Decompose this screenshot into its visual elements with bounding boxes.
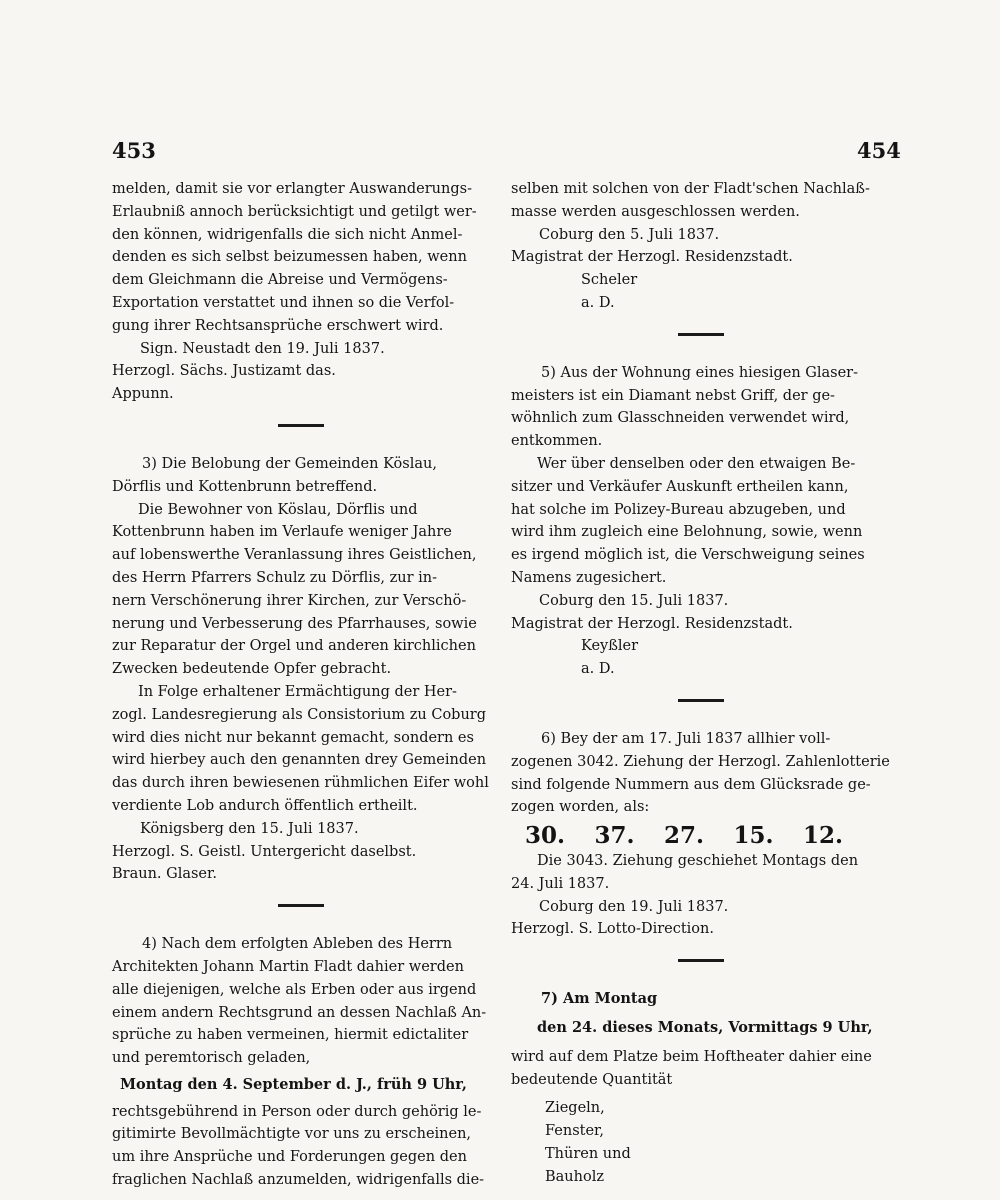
text-line: Architekten Johann Martin Fladt dahier werden	[112, 958, 464, 975]
notice-5	[511, 362, 891, 590]
text-line: um ihre Ansprüche und Forderungen gegen den	[112, 1149, 467, 1166]
text-line: sitzer und Verkäufer Auskunft ertheilen kann,	[511, 478, 849, 495]
signature-authority: Magistrat der Herzogl. Residenzstadt.	[511, 249, 793, 266]
notice-heading: 3) Die Belobung der Gemeinden Köslau,	[142, 455, 437, 472]
lottery-numbers	[511, 819, 891, 850]
lottery-number: 37.	[594, 822, 635, 850]
text-line: In Folge erhaltener Ermächtigung der Her-	[138, 683, 457, 700]
text-line: masse werden ausgeschlossen werden.	[511, 203, 800, 220]
text-line: zogl. Landesregierung als Consistorium zu Coburg	[112, 706, 487, 723]
signature-place-date: Coburg den 19. Juli 1837.	[539, 898, 729, 915]
text-line: wird dies nicht nur bekannt gemacht, sondern es	[112, 729, 474, 746]
signature-place-date: Coburg den 15. Juli 1837.	[539, 592, 729, 609]
list-item: Bauholz	[545, 1168, 604, 1185]
text-line: zogen worden, als:	[511, 799, 650, 816]
signature-name: Appunn.	[112, 386, 174, 403]
signature-name: Keyßler	[581, 638, 639, 655]
text-line: sind folgende Nummern aus dem Glücksrade ge-	[511, 776, 871, 793]
text-line: des Herrn Pfarrers Schulz zu Dörflis, zur in-	[112, 569, 437, 586]
text-line: gung ihrer Rechtsansprüche erschwert wird.	[112, 317, 444, 334]
text-line: alle diejenigen, welche als Erben oder aus irgend	[112, 981, 477, 998]
notice-3	[112, 453, 490, 818]
item-list	[545, 1097, 891, 1188]
text-line: sprüche zu haben vermeinen, hiermit edictaliter	[112, 1027, 469, 1044]
text-line: den können, widrigenfalls die sich nicht Anmel-	[112, 226, 463, 243]
text-line: Die Bewohner von Köslau, Dörflis und	[138, 501, 418, 518]
section-divider	[678, 699, 724, 702]
text-line: denden es sich selbst beizumessen haben, wenn	[112, 249, 467, 266]
text-line: nerung und Verbesserung des Pfarrhauses, sowie	[112, 615, 477, 632]
page-number-right: 454	[857, 138, 901, 163]
signature-place-date: Sign. Neustadt den 19. Juli 1837.	[140, 340, 385, 357]
page-number-left: 453	[112, 138, 156, 163]
text-line: zur Reparatur der Orgel und anderen kirchlichen	[112, 638, 476, 655]
notice-date: den 24. dieses Monats, Vormittags 9 Uhr,	[537, 1018, 873, 1036]
signature-authority: Herzogl. Sächs. Justizamt das.	[112, 363, 336, 380]
text-line: und peremtorisch geladen,	[112, 1050, 311, 1067]
lottery-number: 12.	[802, 822, 843, 850]
text-line: rechtsgebührend in Person oder durch gehörig le-	[112, 1103, 482, 1120]
section-divider	[278, 904, 324, 907]
text-line: Die 3043. Ziehung geschiehet Montags den	[537, 852, 859, 869]
right-column	[511, 178, 891, 1188]
notice-4	[112, 933, 490, 1192]
text-line: dem Gleichmann die Abreise und Vermögens-	[112, 272, 448, 289]
text-line: wird ihm zugleich eine Belohnung, sowie, wenn	[511, 524, 863, 541]
text-line: melden, damit sie vor erlangter Auswanderungs-	[112, 181, 472, 197]
text-line: Wer über denselben oder den etwaigen Be-	[537, 455, 856, 472]
list-item: Fenster,	[545, 1123, 604, 1140]
text-line: selben mit solchen von der Fladt'schen Nachlaß-	[511, 181, 870, 197]
section-divider	[678, 959, 724, 962]
text-line: zogenen 3042. Ziehung der Herzogl. Zahlenlotterie	[511, 753, 890, 770]
text-line: hat solche im Polizey-Bureau abzugeben, und	[511, 501, 846, 518]
list-item: Ziegeln,	[545, 1100, 605, 1117]
text-line: einem andern Rechtsgrund an dessen Nachlaß An-	[112, 1004, 487, 1021]
intro-paragraph	[112, 178, 490, 338]
section-divider	[278, 424, 324, 427]
text-line: wird hierbey auch den genannten drey Gemeinden	[112, 752, 487, 769]
notice-heading: 7) Am Montag	[541, 990, 658, 1008]
notice-7	[511, 988, 891, 1188]
lottery-number: 27.	[663, 822, 704, 850]
text-line: 24. Juli 1837.	[511, 875, 610, 892]
lottery-number: 15.	[733, 822, 774, 850]
signature-authority: Herzogl. S. Lotto-Direction.	[511, 921, 714, 938]
text-line: das durch ihren bewiesenen rühmlichen Eifer wohl	[112, 775, 489, 792]
signature-place-date: Königsberg den 15. Juli 1837.	[140, 820, 359, 837]
text-line: bedeutende Quantität	[511, 1071, 673, 1088]
text-line: wird auf dem Platze beim Hoftheater dahier eine	[511, 1048, 872, 1065]
text-line: fraglichen Nachlaß anzumelden, widrigenfalls die-	[112, 1172, 485, 1189]
text-line: es irgend möglich ist, die Verschweigung seines	[511, 547, 865, 564]
notice-6	[511, 728, 891, 896]
signature-abbr: a. D.	[581, 294, 615, 311]
text-line: verdiente Lob andurch öffentlich ertheilt.	[112, 797, 418, 814]
left-column	[112, 178, 490, 1192]
notice-heading: Dörflis und Kottenbrunn betreffend.	[112, 478, 378, 495]
text-line: nern Verschönerung ihrer Kirchen, zur Verschö-	[112, 592, 467, 609]
signature-authority: Herzogl. S. Geistl. Untergericht daselbst.	[112, 843, 417, 860]
list-item: Thüren und	[545, 1145, 631, 1162]
notice-date: Montag den 4. September d. J., früh 9 Uhr,	[120, 1075, 467, 1093]
signature-name: Braun. Glaser.	[112, 866, 217, 883]
text-line: 6) Bey der am 17. Juli 1837 allhier voll-	[541, 730, 831, 747]
signature-name: Scheler	[581, 272, 638, 289]
text-line: Kottenbrunn haben im Verlaufe weniger Jahre	[112, 524, 452, 541]
text-line: 5) Aus der Wohnung eines hiesigen Glaser-	[541, 364, 859, 381]
lottery-number: 30.	[525, 822, 566, 850]
signature-abbr: a. D.	[581, 661, 615, 678]
text-line: wöhnlich zum Glasschneiden verwendet wird,	[511, 410, 850, 427]
text-line: gitimirte Bevollmächtigte vor uns zu erscheinen,	[112, 1126, 472, 1143]
text-line: Erlaubniß annoch berücksichtigt und getilgt wer-	[112, 203, 477, 220]
text-line: meisters ist ein Diamant nebst Griff, der ge-	[511, 387, 835, 404]
text-line: Zwecken bedeutende Opfer gebracht.	[112, 661, 392, 678]
signature-place-date: Coburg den 5. Juli 1837.	[539, 226, 720, 243]
text-line: Namens zugesichert.	[511, 569, 667, 586]
section-divider	[678, 333, 724, 336]
text-line: 4) Nach dem erfolgten Ableben des Herrn	[142, 936, 453, 953]
signature-authority: Magistrat der Herzogl. Residenzstadt.	[511, 615, 793, 632]
text-line: entkommen.	[511, 433, 603, 450]
text-line: Exportation verstattet und ihnen so die Verfol-	[112, 294, 455, 311]
text-line: auf lobenswerthe Veranlassung ihres Geistlichen,	[112, 547, 477, 564]
